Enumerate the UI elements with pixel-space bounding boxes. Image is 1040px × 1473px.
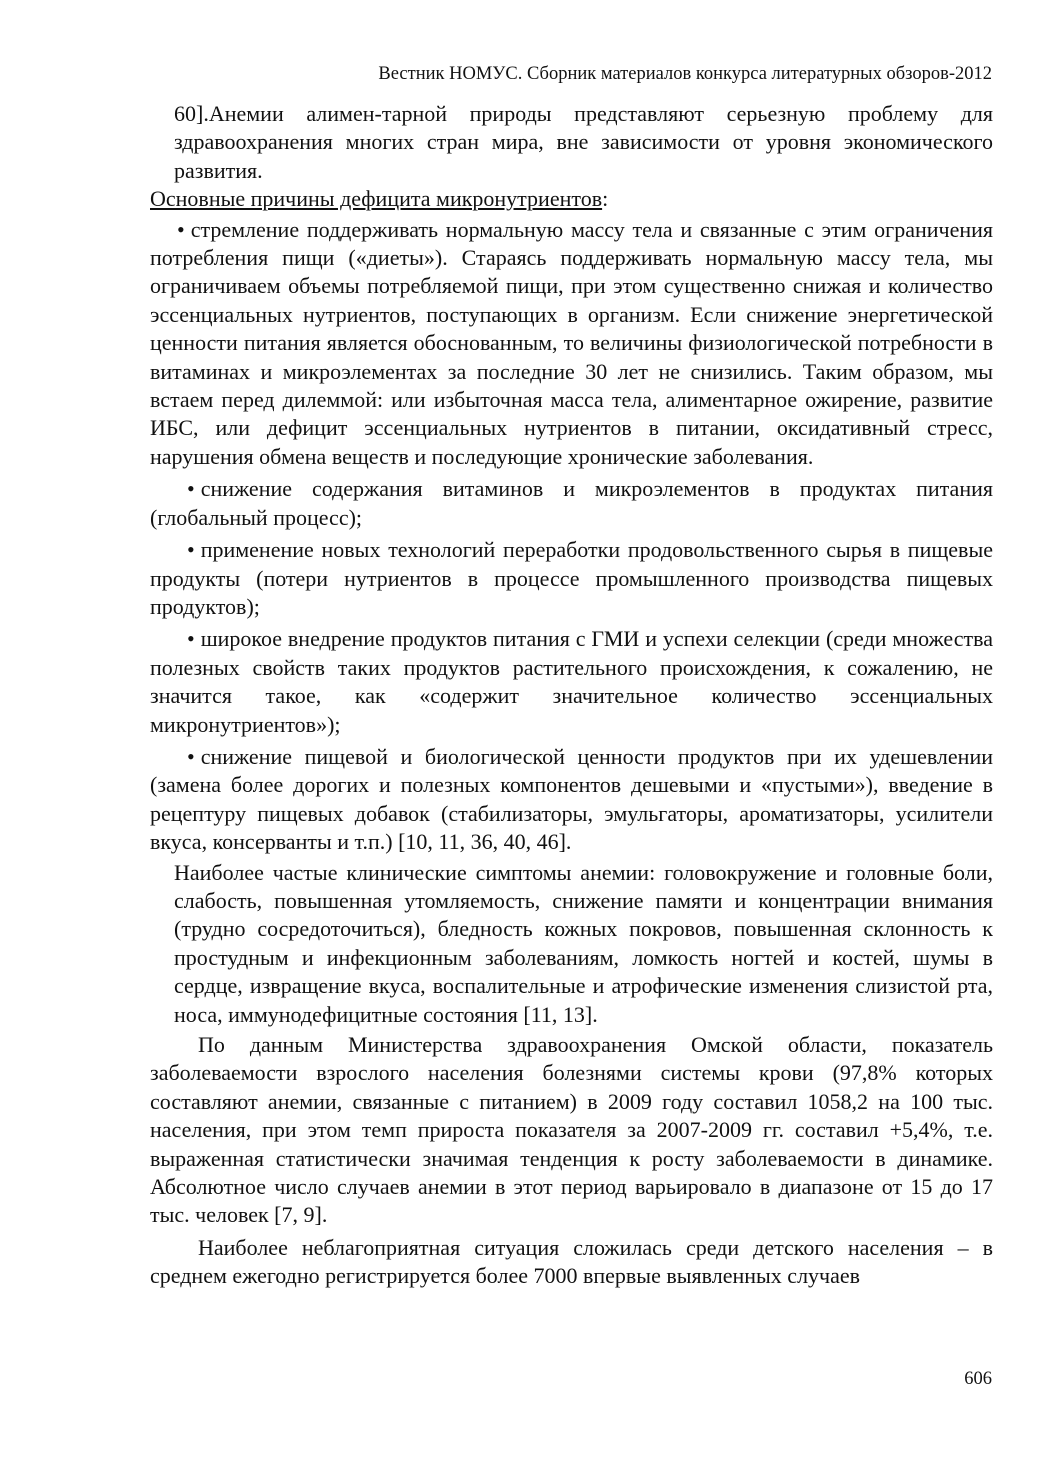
bullet-text: широкое внедрение продуктов питания с ГМИ и успехи селекции (среди множества полезных свойств таких продуктов растительного происхождения, к сожалению, не значится такое, как «содержит значительное количество эссенциальных микронутриентов»); <box>150 626 993 737</box>
running-header: Вестник НОМУС. Сборник материалов конкурса литературных обзоров-2012 <box>378 64 992 84</box>
symptoms-paragraph: Наиболее частые клинические симптомы анемии: головокружение и головные боли, слабость, повышенная утомляемость, снижение памяти и концентрации внимания (трудно сосредоточиться), бледность кожных покровов, повышенная склонность к простудным и инфекционным заболеваниям, ломкость ногтей и костей, шумы в сердце, извращение вкуса, воспалительные и атрофические изменения слизистой рта, носа, иммунодефицитные состояния [11, 13]. <box>174 859 993 1027</box>
bullet-icon: • <box>187 476 195 502</box>
bullet-text: снижение пищевой и биологической ценности продуктов при их удешевлении (замена более дорогих и полезных компонентов дешевыми и «пустыми»), введение в рецептуру пищевых добавок (стабилизаторы, эмульгаторы, ароматизаторы, усилители вкуса, консерванты и т.п.) [10, 11, 36, 40, 46]. <box>150 743 993 855</box>
intro-paragraph: 60].Анемии алимен-тарной природы представляют серьезную проблему для здравоохранения многих стран мира, вне зависимости от уровня экономического развития. <box>174 101 993 183</box>
bullet-icon: • <box>187 537 195 563</box>
causes-heading-line <box>150 185 993 213</box>
causes-heading-colon: : <box>602 186 609 212</box>
omsk-statistics-paragraph: По данным Министерства здравоохранения Омской области, показатель заболеваемости взрослого населения болезнями системы крови (97,8% которых составляют анемии, связанные с питанием) в 2009 году составил 1058,2 на 100 тыс. населения, при этом темп прироста показателя за 2007-2009 гг. составил +5,4%, т.е. выраженная статистически значимая тенденция к росту заболеваемости в динамике. Абсолютное число случаев анемии в этот период варьировало в диапазоне от 15 до 17 тыс. человек [7, 9]. <box>150 1032 993 1228</box>
bullet-icon: • <box>187 743 195 769</box>
bullet-item-1 <box>150 216 993 472</box>
bullet-icon: • <box>187 626 195 652</box>
bullet-item-3 <box>150 536 993 621</box>
bullet-text: стремление поддерживать нормальную массу тела и связанные с этим ограничения потребления пищи («диеты»). Стараясь поддерживать нормальную массу тела, мы ограничиваем объемы потребляемой пищи, при этом существенно снижая и количество эссенциальных нутриентов, поступающих в организм. Если снижение энергетической ценности питания является обоснованным, то величины физиологической потребности в витаминах и микроэлементах за последние 30 лет не снизились. Таким образом, мы встаем перед дилеммой: или избыточная масса тела, алиментарное ожирение, развитие ИБС, или дефицит эссенциальных нутриентов в питании, оксидативный стресс, нарушения обмена веществ и последующие хронические заболевания. <box>150 216 993 469</box>
children-paragraph: Наиболее неблагоприятная ситуация сложилась среди детского населения – в среднем ежегодно регистрируется более 7000 впервые выявленных случаев <box>150 1234 993 1289</box>
document-body <box>150 100 993 1291</box>
bullet-text: снижение содержания витаминов и микроэлементов в продуктах питания (глобальный процесс); <box>150 476 993 530</box>
bullet-icon: • <box>177 216 185 242</box>
page-number: 606 <box>964 1369 992 1389</box>
bullet-item-4 <box>150 625 993 739</box>
causes-heading: Основные причины дефицита микронутриентов <box>150 186 603 212</box>
bullet-text: применение новых технологий переработки продовольственного сырья в пищевые продукты (потери нутриентов в процессе промышленного производства пищевых продуктов); <box>150 537 993 619</box>
bullet-item-5 <box>150 743 993 857</box>
bullet-item-2 <box>150 475 993 532</box>
